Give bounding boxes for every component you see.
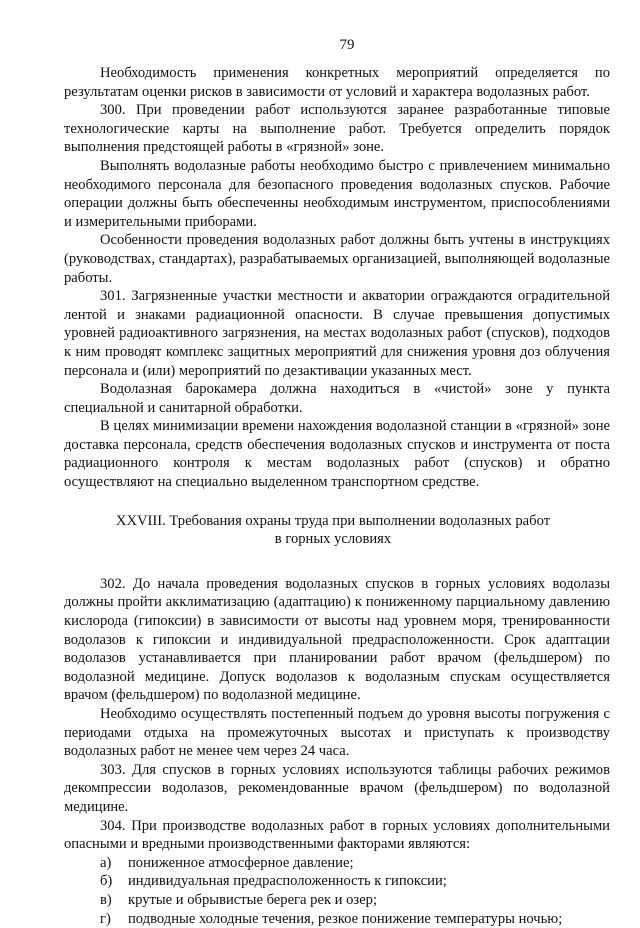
paragraph-300: 300. При проведении работ используются заранее разработанные типовые технологические карты на выполнение работ. Требуется определить порядок выполнения предстоящей работы в «грязной» зоне.: [64, 102, 610, 156]
paragraph-risk-assessment: Необходимость применения конкретных мероприятий определяется по результатам оценки рисков в зависимости от условий и характера водолазных работ.: [64, 65, 610, 100]
list-item-text: крутые и обрывистые берега рек и озер;: [128, 891, 378, 908]
list-item-text: индивидуальная предрасположенность к гипоксии;: [128, 873, 447, 890]
paragraph-gradual-ascent: Необходимо осуществлять постепенный подъем до уровня высоты погружения с периодами отдыха на промежуточных высотах и приступать к производству водолазных работ не менее чем через 24 часа.: [64, 706, 610, 760]
list-item-marker: б): [100, 873, 113, 890]
list-item: [64, 910, 610, 928]
paragraph-303: 303. Для спусков в горных условиях используются таблицы рабочих режимов декомпрессии водолазов, рекомендованные врачом (фельдшером) по водолазной медицине.: [64, 761, 610, 815]
paragraph-transport: В целях минимизации времени нахождения водолазной станции в «грязной» зоне доставка персонала, средств обеспечения водолазных спусков и инструмента от поста радиационного контроля к местам водолазных работ (спусков) и обратно осуществляют на специально выделенном транспортном средстве.: [64, 418, 610, 491]
paragraph-work-speed: Выполнять водолазные работы необходимо быстро с привлечением минимально необходимого персонала для безопасного проведения водолазных спусков. Рабочие операции должны быть обеспеченны необходимым инструментом, приспособлениями и измерительными приборами.: [64, 157, 610, 230]
paragraph-304: 304. При производстве водолазных работ в горных условиях дополнительными опасными и вредными производственными факторами являются:: [64, 817, 610, 853]
paragraph-301: 301. Загрязненные участки местности и акватории ограждаются оградительной лентой и знаками радиационной опасности. В случае превышения допустимых уровней радиоактивного загрязнения, на местах водолазных работ (спусков), подходов к ним проводят комплекс защитных мероприятий для снижения уровня доз облучения персонала и (или) мероприятий по дезактивации указанных мест.: [64, 288, 610, 379]
list-item-text: пониженное атмосферное давление;: [128, 854, 354, 871]
list-item-marker: в): [100, 891, 112, 908]
page-number: 79: [339, 37, 355, 53]
list-item-marker: а): [100, 854, 112, 871]
list-item-text: подводные холодные течения, резкое понижение температуры ночью;: [128, 910, 563, 927]
paragraph-instructions: Особенности проведения водолазных работ должны быть учтены в инструкциях (руководствах, стандартах), разрабатываемых организацией, выполняющей водолазные работы.: [64, 232, 610, 286]
list-item: [64, 891, 610, 910]
list-item-marker: г): [100, 910, 111, 927]
list-item: [64, 872, 610, 891]
hazard-factors-list: [64, 854, 610, 928]
section-heading-line-1: XXVIII. Требования охраны труда при выполнении водолазных работ: [115, 512, 551, 529]
section-heading-line-2: в горных условиях: [274, 531, 392, 548]
list-item: [64, 854, 610, 873]
paragraph-barochamber: Водолазная барокамера должна находиться в «чистой» зоне у пункта специальной и санитарной обработки.: [64, 381, 610, 416]
section-gap: [64, 549, 610, 575]
paragraph-302: 302. До начала проведения водолазных спусков в горных условиях водолазы должны пройти акклиматизацию (адаптацию) к пониженному парциальному давлению кислорода (гипоксии) в зависимости от высоты над уровнем моря, тренированности водолазов к гипоксии и индивидуальной предрасположенности. Срок адаптации водолазов устанавливается при планировании работ врачом (фельдшером) по водолазной медицине. Допуск водолазов к водолазным спускам осуществляется врачом (фельдшером) по водолазной медицине.: [64, 575, 610, 704]
section-heading-xxviii: [64, 512, 610, 549]
